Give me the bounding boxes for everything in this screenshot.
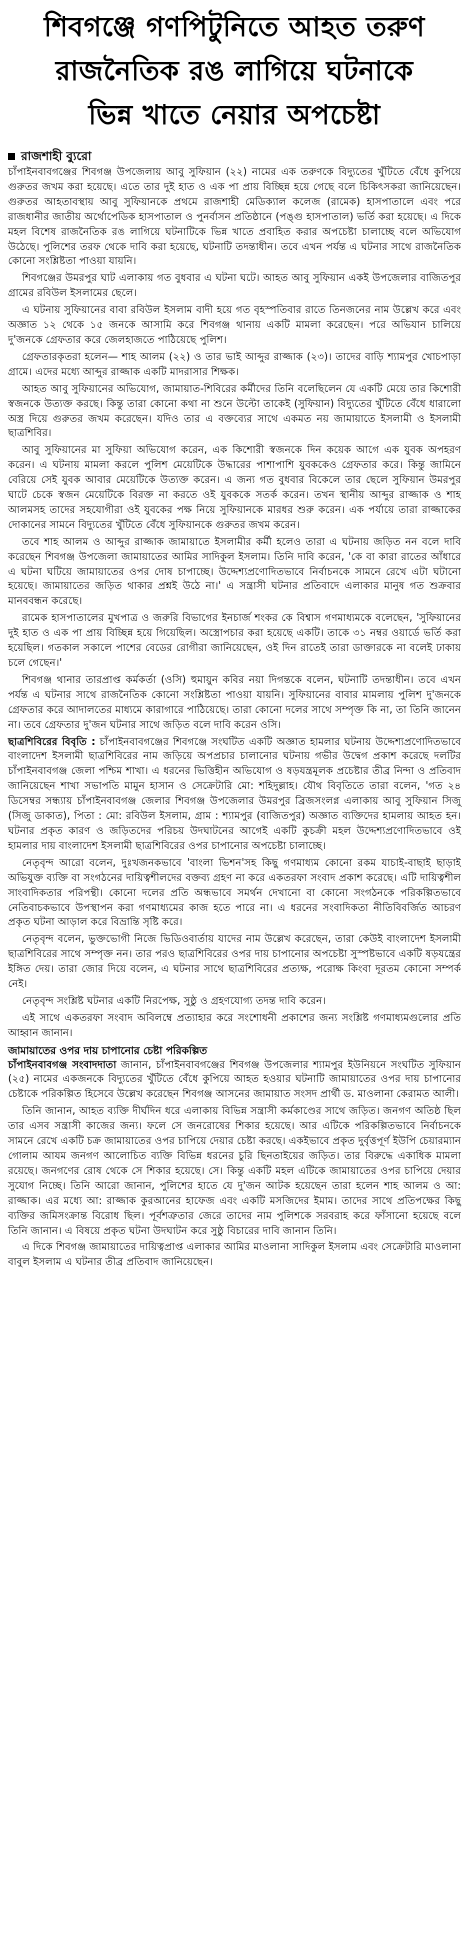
- square-bullet-icon: [8, 153, 15, 160]
- headline-line-2: রাজনৈতিক রঙ লাগিয়ে ঘটনাকে: [55, 56, 414, 87]
- article-paragraph: আবু সুফিয়ানের মা সুফিয়া অভিযোগ করেন, এক কিশোরী স্বজনকে দিন কয়েক আগে এক যুবক অপহরণ করেন। এ ঘটনায় মামলা করলে পুলিশ মেয়েটিকে উদ্ধারের পাশাপাশি যুবককেও গ্রেফতার করে। কিন্তু জামিনে বেরিয়ে সেই যুবক আবার মেয়েটিকে উত্যক্ত করেন। এ জন্য গত বুধবার বিকেলে তার ছেলে সুফিয়ান উমরপুর ঘাটে চেকে স্বজন মেয়েটিকে বিরক্ত না করতে ওই যুবককে সতর্ক করেন। তখন স্থানীয় আব্দুর রাজ্জাক ও শাহ আলমসহ তাদের সহযোগীরা ওই যুবকের পক্ষ নিয়ে সুফিয়ানকে মারধর শুরু করেন। এক পর্যায়ে তারা রাজ্জাকের দোকানের সামনে বিদ্যুতের খুঁটিতে বেঁধে সুফিয়ানকে গুরুতর জখম করেন।: [8, 445, 461, 531]
- article-paragraph: এ দিকে শিবগঞ্জ জামায়াতের দায়িত্বপ্রাপ্ত এলাকার আমির মাওলানা সাদিকুল ইসলাম এবং সেক্রেটারি মাওলানা বাবুল ইসলাম এ ঘটনার তীব্র প্রতিবাদ জানিয়েছেন।: [8, 1242, 461, 1269]
- article-paragraph: এই সাথে একতরফা সংবাদ অবিলম্বে প্রত্যাহার করে সংশোধনী প্রকাশের জন্য সংশ্লিষ্ট গণমাধ্যমগুলোর প্রতি আহ্বান জানান।: [8, 1012, 461, 1039]
- shibir-statement-text: চাঁপাইনবাবগঞ্জের শিবগঞ্জে সংঘটিত একটি অজ্ঞাত হামলার ঘটনায় উদ্দেশ্যপ্রণোদিতভাবে বাংলাদেশ ইসলামী ছাত্রশিবিরের নাম জড়িয়ে অপপ্রচার চালানোর ঘটনায় গভীর উদ্বেগ প্রকাশ করেছে দলটির চাঁপাইনবাবগঞ্জ জেলা পশ্চিম শাখা। এ ধরনের ভিত্তিহীন অভিযোগ ও ষড়যন্ত্রমূলক প্রচেষ্টার তীব্র নিন্দা ও প্রতিবাদ জানিয়েছেন শাখা সভাপতি মামুন হাসান ও সেক্রেটারি মো: শহিদুল্লাহ। যৌথ বিবৃতিতে তারা বলেন, 'গত ২৪ ডিসেম্বর সন্ধ্যায় চাঁপাইনবাবগঞ্জ জেলার শিবগঞ্জ উপজেলার উমরপুর ব্রিজসংলগ্ন এলাকায় আবু সুফিয়ান সিজু (সিজু ডাকাত), পিতা : মো: রবিউল ইসলাম, গ্রাম : শ্যামপুর (বাজিতপুর) অজ্ঞাত ব্যক্তিদের হামলায় আহত হন। ঘটনার প্রকৃত কারণ ও জড়িতদের পরিচয় উদঘাটনের আগেই একটি কুচক্রী মহল উদ্দেশ্যপ্রণোদিতভাবে ওই হামলার দায় বাংলাদেশ ইসলামী ছাত্রশিবিরের ওপর চাপানোর অপচেষ্টা চালাচ্ছে।: [8, 736, 461, 852]
- headline: [8, 6, 461, 138]
- shibir-statement-lead: ছাত্রশিবিরের বিবৃতি :: [8, 736, 96, 748]
- article-paragraph: নেতৃবৃন্দ সংশ্লিষ্ট ঘটনার একটি নিরপেক্ষ, সুষ্ঠু ও গ্রহণযোগ্য তদন্ত দাবি করেন।: [22, 995, 326, 1007]
- jamaat-section-lead: চাঁপাইনবাবগঞ্জ সংবাদদাতা: [8, 1059, 117, 1071]
- jamaat-section-text: জানান, চাঁপাইনবাবগঞ্জের শিবগঞ্জ উপজেলার শ্যামপুর ইউনিয়নে সংঘটিত সুফিয়ান (২৫) নামের একজনকে বিদ্যুতের খুঁটিতে বেঁধে কুপিয়ে আহত হওয়ার ঘটনাটি জামায়াতের ওপর দায় চাপানোর চেষ্টাকে পরিকল্পিত হিসেবে উল্লেখ করেছেন শিবগঞ্জ আসনের জামায়াত সংসদ প্রার্থী ড. মাওলানা কেরামত আলী।: [8, 1059, 461, 1101]
- article-paragraph: শিবগঞ্জের উমরপুর ঘাট এলাকায় গত বুধবার এ ঘটনা ঘটে। আহত আবু সুফিয়ান একই উপজেলার বাজিতপুর গ্রামের রবিউল ইসলামের ছেলে।: [8, 273, 461, 300]
- jamaat-section-heading: জামায়াতের ওপর দায় চাপানোর চেষ্টা পরিকল্পিত: [8, 1044, 208, 1057]
- article-paragraph: গ্রেফতারকৃতরা হলেন— শাহ আলম (২২) ও তার ভাই আব্দুর রাজ্জাক (২৩)। তাদের বাড়ি শ্যামপুর খোচপাড়া গ্রামে। এদের মধ্যে আব্দুর রাজ্জাক একটি মাদরাসার শিক্ষক।: [8, 351, 461, 378]
- article-paragraph: রামেক হাসপাতালের মুখপাত্র ও জরুরি বিভাগের ইনচার্জ শংকর কে বিশ্বাস গণমাধ্যমকে বলেছেন, 'সুফিয়ানের দুই হাত ও এক পা প্রায় বিচ্ছিন্ন হয়ে গিয়েছিল। অস্ত্রোপচার করা হয়েছে একটি। তাকে ৩১ নম্বর ওয়ার্ডে ভর্তি করা হয়েছিল। গতকাল সকালে পাশের বেডের রোগীরা জানিয়েছেন, ওই দিন রাতেই তারা ডাক্তারকে না বলেই ঢাকায় চলে গেছেন।': [8, 613, 461, 669]
- article-paragraph: চাঁপাইনবাবগঞ্জের শিবগঞ্জ উপজেলায় আবু সুফিয়ান (২২) নামের এক তরুণকে বিদ্যুতের খুঁটিতে বেঁধে কুপিয়ে গুরুতর জখম করা হয়েছে। এতে তার দুই হাত ও এক পা প্রায় বিচ্ছিন্ন হয়ে গেছে বলে চিকিৎসকরা জানিয়েছেন। গুরুতর আহতাবস্থায় আবু সুফিয়ানকে প্রথমে রাজশাহী মেডিক্যাল কলেজ (রামেক) হাসপাতালে এবং পরে রাজধানীর জাতীয় অর্থোপেডিক হাসপাতাল ও পুনর্বাসন প্রতিষ্ঠানে (পঙ্গু হাসপাতাল) ভর্তি করা হয়েছে। এ দিকে মহল বিশেষ রাজনৈতিক রঙ লাগিয়ে ঘটনাটিকে ভিন্ন খাতে প্রবাহিত করার অপচেষ্টা চালাচ্ছে বলে অভিযোগ উঠেছে। পুলিশের তরফ থেকে দাবি করা হয়েছে, ঘটনাটি তদন্তাধীন। তবে এখন পর্যন্ত এ ঘটনার সাথে রাজনৈতিক কোনো সংশ্লিষ্টতা পাওয়া যায়নি।: [8, 167, 461, 268]
- article-paragraph: নেতৃবৃন্দ বলেন, ভুক্তভোগী নিজে ভিডিওবার্তায় যাদের নাম উল্লেখ করেছেন, তারা কেউই বাংলাদেশ ইসলামী ছাত্রশিবিরের সাথে সম্পৃক্ত নন। তার পরও ছাত্রশিবিরের ওপর দায় চাপানোর অপচেষ্টা সুস্পষ্টভাবে একটি ষড়যন্ত্রের ইঙ্গিত দেয়। তারা জোর দিয়ে বলেন, এ ঘটনার সাথে ছাত্রশিবিরের প্রত্যক্ষ, পরোক্ষ কিংবা দূরতম কোনো সম্পর্ক নেই।: [8, 934, 461, 991]
- byline-text: রাজশাহী ব্যুরো: [21, 149, 92, 163]
- shibir-statement-paragraph: [8, 736, 461, 855]
- jamaat-section-paragraph: [8, 1059, 461, 1104]
- article-body: [8, 166, 461, 1271]
- byline: [8, 148, 461, 164]
- headline-line-3: ভিন্ন খাতে নেয়ার অপচেষ্টা: [88, 100, 381, 131]
- article-paragraph: নেতৃবৃন্দ আরো বলেন, দুঃখজনকভাবে 'বাংলা ভিশন'সহ কিছু গণমাধ্যম কোনো রকম যাচাই-বাছাই ছাড়াই অভিযুক্ত ব্যক্তি বা সংগঠনের দায়িত্বশীলদের বক্তব্য গ্রহণ না করে একতরফা সংবাদ প্রকাশ করেছে। এটি দায়িত্বশীল সাংবাদিকতার পরিপন্থী। কোনো দলের প্রতি অন্ধভাবে সমর্থন দেখানো বা কোনো সংগঠনকে পরিকল্পিতভাবে নেতিবাচকভাবে উপস্থাপন করা গণমাধ্যমের কাজ হতে পারে না। এ ধরনের সংবাদিকতা নীতিবিবর্জিত আচরণ প্রকৃত ঘটনা আড়াল করে বিভ্রান্তি সৃষ্টি করে।: [8, 857, 461, 929]
- headline-line-1: শিবগঞ্জে গণপিটুনিতে আহত তরুণ: [43, 12, 425, 43]
- article-paragraph: তবে শাহ আলম ও আব্দুর রাজ্জাক জামায়াতে ইসলামীর কর্মী হলেও তারা এ ঘটনায় জড়িত নন বলে দাবি করেছেন শিবগঞ্জ উপজেলা জামায়াতের আমির সাদিকুল ইসলাম। তিনি দাবি করেন, 'কে বা কারা রাতের আঁধারে এ ঘটনা ঘটিয়ে জামায়াতের ওপর দোষ চাপাচ্ছে। উদ্দেশ্যপ্রণোদিতভাবে নির্বাচনকে সামনে রেখে এটা ঘটানো হয়েছে। জামায়াতের জড়িত থাকার প্রশ্নই উঠে না।' এ সন্ত্রাসী ঘটনার প্রতিবাদে এলাকার মানুষ গত শুক্রবার মানববন্ধন করেছে।: [8, 536, 461, 608]
- article-paragraph: শিবগঞ্জ থানার তারপ্রাপ্ত কর্মকর্তা (ওসি) হুমায়ুন কবির নয়া দিগন্তকে বলেন, ঘটনাটি তদন্তাধীন। তবে এখন পর্যন্ত এ ঘটনার সাথে রাজনৈতিক কোনো সংশ্লিষ্টতা পাওয়া যায়নি। সুফিয়ানের বাবার মামলায় পুলিশ দু'জনকে গ্রেফতার করে আদালতের মাধ্যমে কারাগারে পাঠিয়েছে। তারা কোনো দলের সাথে সম্পৃক্ত কি না, তা তিনি জানেন না। তবে গ্রেফতার দু'জন ঘটনার সাথে জড়িত বলে দাবি করেন ওসি।: [8, 674, 461, 731]
- article-paragraph: তিনি জানান, আহত ব্যক্তি দীর্ঘদিন ধরে এলাকায় বিভিন্ন সন্ত্রাসী কর্মকাণ্ডের সাথে জড়িত। জনগণ অতিষ্ঠ ছিল তার এসব সন্ত্রাসী কাজের জন্য। ফলে সে জনরোষের শিকার হয়েছে। আর এটিকে পরিকল্পিতভাবে নির্বাচনকে সামনে রেখে একটি চক্র জামায়াতের ওপর চাপিয়ে দেয়ার চেষ্টা করছে। একইভাবে প্রকৃত দুর্বৃত্তপূর্ণ ইউপি চেয়ারম্যান গোলাম আযম জনগণ আলোচিত ব্যক্তি বিভিন্ন ধরনের চুরি ছিনতাইয়ের জড়িত। তার বিরুদ্ধে একাধিক মামলা রয়েছে। জনগণের রোষ থেকে সে শিকার হয়েছে। সে। কিন্তু একটি মহল এটিকে জামায়াতের ওপর চাপিয়ে দেয়ার সুযোগ নিচ্ছে। তিনি আরো জানান, পুলিশের হাতে যে দু'জন আটক হয়েছেন তারা হলেন শাহ আলম ও আ: রাজ্জাক। এর মধ্যে আ: রাজ্জাক কুরআনের হাফেজ এবং একটি মসজিদের ইমাম। তাদের সাথে প্রতিপক্ষের কিছু ব্যক্তির জমিসংক্রান্ত বিরোধ ছিল। পূর্বশত্রুতার জেরে তাদের নাম পুলিশকে সরবরাহ করে ফাঁসানো হয়েছে বলে তিনি জানান। এ বিষয়ে প্রকৃত ঘটনা উদঘাটন করে সুষ্ঠু বিচারের দাবি জানান তিনি।: [8, 1106, 461, 1237]
- article-paragraph: এ ঘটনায় সুফিয়ানের বাবা রবিউল ইসলাম বাদী হয়ে গত বৃহস্পতিবার রাতে তিনজনের নাম উল্লেখ করে এবং অজ্ঞাত ১২ থেকে ১৫ জনকে আসামি করে শিবগঞ্জ থানায় একটি মামলা করেছেন। পরে অভিযান চালিয়ে দু'জনকে গ্রেফতার করে জেলহাজতে পাঠিয়েছে পুলিশ।: [8, 305, 461, 346]
- article-paragraph: আহত আবু সুফিয়ানের অভিযোগ, জামায়াত-শিবিরের কর্মীদের তিনি বলেছিলেন যে একটি মেয়ে তার কিশোরী স্বজনকে উত্যক্ত করছে। কিন্তু তারা কোনো কথা না শুনে উল্টো তাকেই (সুফিয়ান) বিদ্যুতের খুঁটিতে বেঁধে ধারালো অস্ত্র দিয়ে গুরুতর জখম করেছেন। যদিও তার এ বক্তব্যের সাথে একমত নয় জামায়াতে ইসলামী ও ইসলামী ছাত্রশিবির।: [8, 383, 461, 440]
